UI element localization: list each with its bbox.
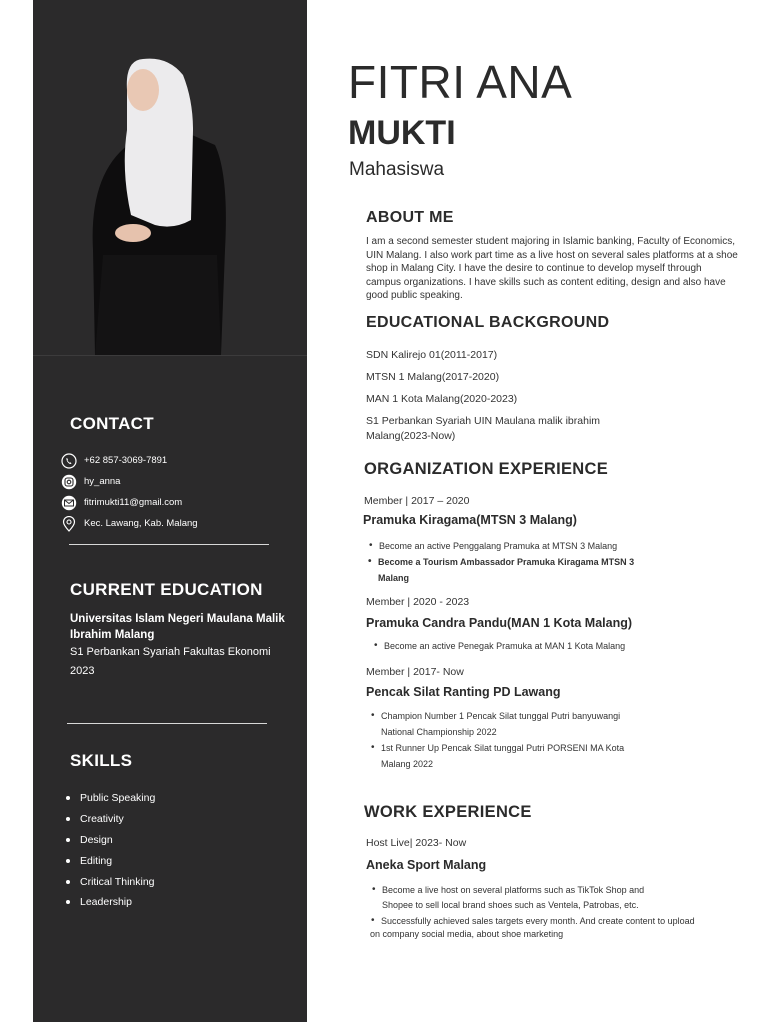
work-bullet-continuation: on company social media, about shoe marketing xyxy=(370,929,564,939)
about-text: I am a second semester student majoring in Islamic banking, Faculty of Economics, UIN Malang. I also work part time as a live host on several sales platforms at a shoe shop in Malang City. I have the desire to continue to develop myself through campus organizations. I have skills such as content editing, design and also have good public speaking. xyxy=(366,236,738,301)
org-bullet: • 1st Runner Up Pencak Silat tunggal Putri PORSENI MA Kota xyxy=(381,740,624,756)
work-heading: WORK EXPERIENCE xyxy=(364,803,532,821)
profile-photo-illustration xyxy=(33,0,307,355)
name-last: MUKTI xyxy=(348,114,456,152)
current-program: S1 Perbankan Syariah Fakultas Ekonomi xyxy=(70,646,271,658)
skill-item: Public Speaking xyxy=(63,788,155,809)
name-first: FITRI ANA xyxy=(348,56,573,108)
location-pin-icon xyxy=(61,516,77,532)
divider xyxy=(67,723,267,724)
org-bullet: • Become a Tourism Ambassador Pramuka Kiragama MTSN 3 xyxy=(378,554,634,570)
skills-heading: SKILLS xyxy=(70,751,133,770)
org-bullet-continuation: Malang 2022 xyxy=(381,759,434,769)
email-icon xyxy=(61,495,77,511)
divider xyxy=(69,544,269,545)
education-item: S1 Perbankan Syariah UIN Maulana malik ibrahim xyxy=(366,415,601,427)
org-bullet-continuation: Malang xyxy=(378,573,410,583)
current-school-line2: Ibrahim Malang xyxy=(70,629,155,641)
work-company: Aneka Sport Malang xyxy=(366,858,487,872)
contact-heading: CONTACT xyxy=(70,414,154,433)
phone-number: +62 857-3069-7891 xyxy=(84,455,168,466)
education-item: MAN 1 Kota Malang(2020-2023) xyxy=(366,393,518,405)
instagram-icon xyxy=(61,474,77,490)
contact-email xyxy=(61,492,291,513)
education-item: MTSN 1 Malang(2017-2020) xyxy=(366,371,500,383)
skills-list xyxy=(63,788,155,913)
contact-instagram xyxy=(61,471,291,492)
org-meta: Member | 2017- Now xyxy=(366,666,464,678)
whatsapp-icon xyxy=(61,453,77,469)
org-bullet-continuation: National Championship 2022 xyxy=(381,727,497,737)
organization-heading: ORGANIZATION EXPERIENCE xyxy=(364,460,609,478)
org-name: Pramuka Kiragama(MTSN 3 Malang) xyxy=(363,513,577,527)
org-bullet: • Become an active Penegak Pramuka at MAN 1 Kota Malang xyxy=(384,638,625,654)
skill-item: Editing xyxy=(63,850,155,871)
contact-phone xyxy=(61,450,291,471)
current-school xyxy=(70,611,290,643)
current-school-line1: Universitas Islam Negeri Maulana Malik xyxy=(70,613,285,625)
skill-item: Leadership xyxy=(63,892,155,913)
current-education-heading: CURRENT EDUCATION xyxy=(70,580,263,599)
sidebar xyxy=(33,0,307,1022)
skill-item: Design xyxy=(63,830,155,851)
org-meta: Member | 2020 - 2023 xyxy=(366,596,470,608)
work-bullet: • Successfully achieved sales targets every month. And create content to upload xyxy=(381,913,695,929)
current-year: 2023 xyxy=(70,665,95,677)
role-title: Mahasiswa xyxy=(349,159,445,180)
org-meta: Member | 2017 – 2020 xyxy=(364,495,470,507)
about-heading: ABOUT ME xyxy=(366,209,454,226)
education-heading: EDUCATIONAL BACKGROUND xyxy=(366,314,610,331)
org-bullet: • Become an active Penggalang Pramuka at MTSN 3 Malang xyxy=(379,538,617,554)
org-bullet: • Champion Number 1 Pencak Silat tunggal Putri banyuwangi xyxy=(381,708,620,724)
address-text: Kec. Lawang, Kab. Malang xyxy=(84,518,198,529)
education-item: Malang(2023-Now) xyxy=(366,430,456,442)
instagram-handle: hy_anna xyxy=(84,476,121,487)
work-meta: Host Live| 2023- Now xyxy=(366,837,467,849)
education-item: SDN Kalirejo 01(2011-2017) xyxy=(366,349,498,361)
org-name: Pencak Silat Ranting PD Lawang xyxy=(366,685,561,699)
profile-photo xyxy=(33,0,307,356)
contact-list xyxy=(61,450,291,534)
contact-address xyxy=(61,513,291,534)
work-bullet-continuation: Shopee to sell local brand shoes such as Ventela, Patrobas, etc. xyxy=(382,900,639,910)
email-address: fitrimukti11@gmail.com xyxy=(84,497,183,508)
skill-item: Creativity xyxy=(63,809,155,830)
org-name: Pramuka Candra Pandu(MAN 1 Kota Malang) xyxy=(366,616,633,630)
work-bullet: • Become a live host on several platforms such as TikTok Shop and xyxy=(382,882,644,898)
skill-item: Critical Thinking xyxy=(63,871,155,892)
